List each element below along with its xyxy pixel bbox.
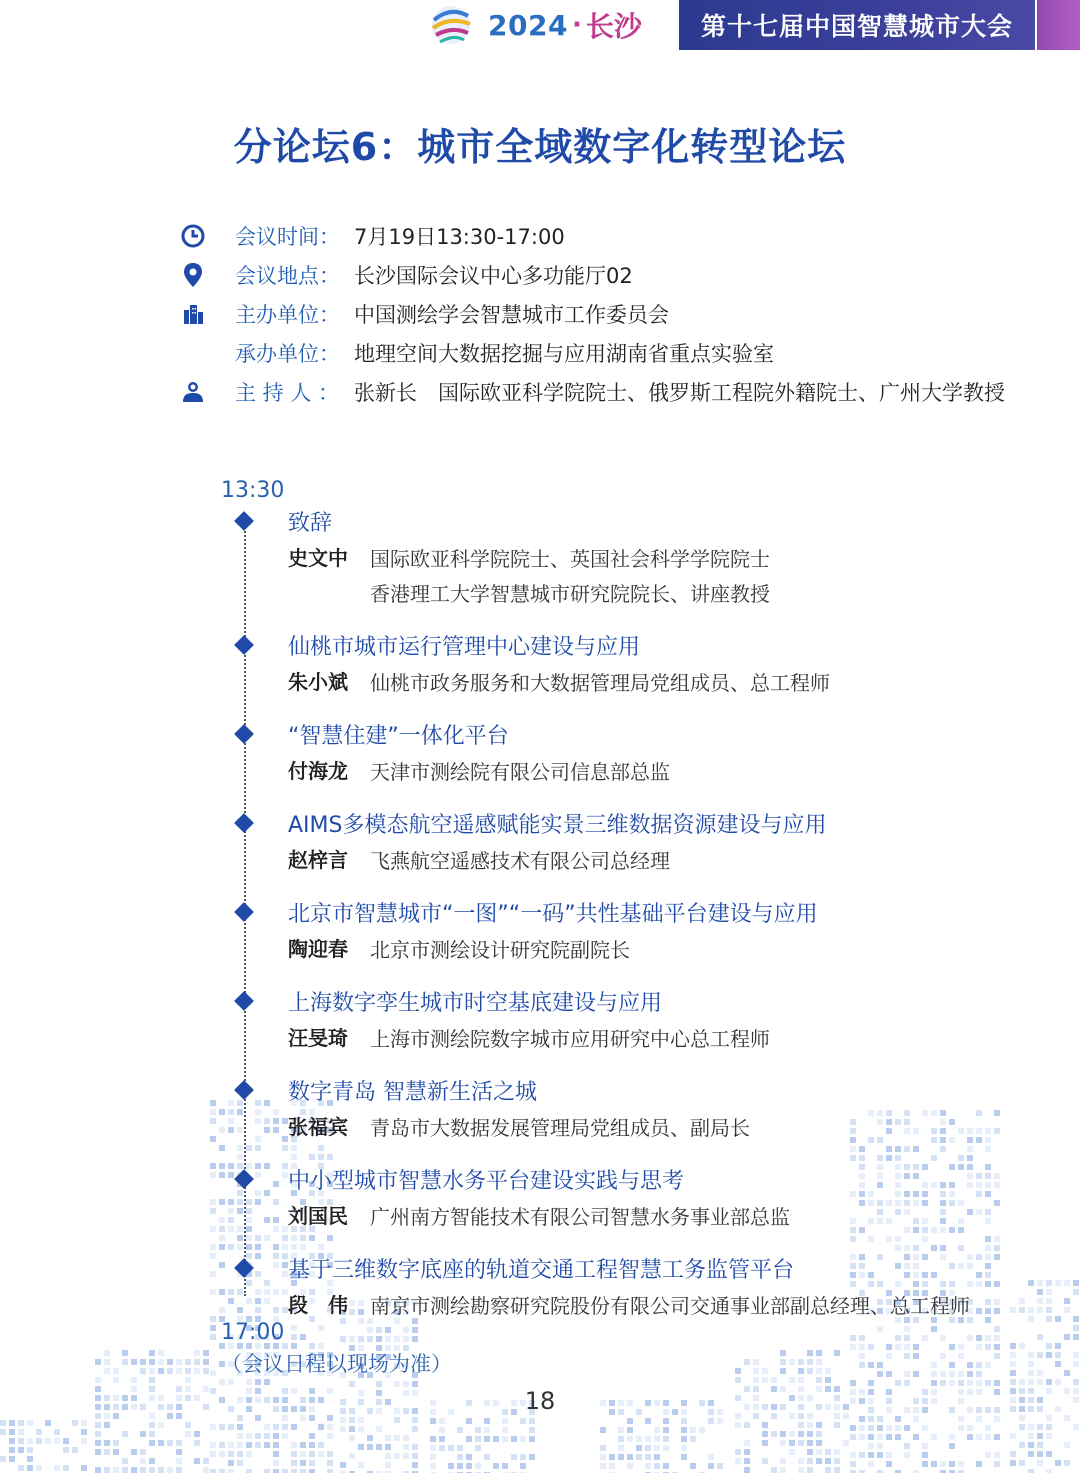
info-value: 长沙国际会议中心多功能厅02 (354, 264, 633, 288)
speaker-name: 段 伟 (288, 1293, 348, 1317)
event-city: 长沙 (585, 10, 642, 43)
info-label: 主办单位： (235, 303, 340, 327)
diamond-bullet-icon (234, 991, 254, 1011)
speaker-name: 张福宾 (288, 1115, 348, 1139)
location-pin-icon (180, 262, 206, 288)
speaker-affiliation: 南京市测绘勘察研究院股份有限公司交通事业部副总经理、总工程师 (370, 1294, 970, 1318)
info-value: 7月19日13:30-17:00 (354, 225, 565, 249)
speaker-name: 刘国民 (288, 1204, 348, 1228)
diamond-bullet-icon (234, 635, 254, 655)
diamond-bullet-icon (234, 724, 254, 744)
page-title: 分论坛6：城市全域数字化转型论坛 (233, 125, 847, 169)
speaker-name: 付海龙 (288, 759, 348, 783)
diamond-bullet-icon (234, 813, 254, 833)
talk-title: AIMS多模态航空遥感赋能实景三维数据资源建设与应用 (288, 813, 827, 838)
info-row-location (180, 260, 633, 290)
info-row-co-organizer (180, 338, 774, 368)
page-number: 18 (524, 1387, 556, 1415)
talk-title: 中小型城市智慧水务平台建设实践与思考 (288, 1169, 685, 1194)
info-value: 张新长 国际欧亚科学院院士、俄罗斯工程院外籍院士、广州大学教授 (354, 381, 1005, 405)
speaker-affiliation: 飞燕航空遥感技术有限公司总经理 (370, 849, 670, 873)
speaker-affiliation: 广州南方智能技术有限公司智慧水务事业部总监 (370, 1205, 790, 1229)
speaker-name: 陶迎春 (288, 937, 348, 961)
speaker-affiliation: 国际欧亚科学院院士、英国社会科学学院院士 (370, 547, 770, 571)
speaker-name: 汪旻琦 (288, 1026, 348, 1050)
diamond-bullet-icon (234, 511, 254, 531)
event-year: 2024 (488, 8, 568, 42)
conference-logo (428, 0, 642, 50)
clock-icon (180, 223, 206, 249)
info-value: 地理空间大数据挖掘与应用湖南省重点实验室 (354, 342, 774, 366)
speaker-affiliation: 天津市测绘院有限公司信息部总监 (370, 760, 670, 784)
start-time: 13:30 (221, 478, 285, 503)
talk-title: “智慧住建”一体化平台 (288, 724, 509, 749)
globe-logo-icon (428, 2, 474, 48)
talk-title: 北京市智慧城市“一图”“一码”共性基础平台建设与应用 (288, 902, 818, 927)
info-row-host (180, 377, 1005, 407)
speaker-name: 朱小斌 (288, 670, 348, 694)
info-label: 会议时间： (235, 225, 340, 249)
conference-name: 第十七届中国智慧城市大会 (700, 12, 1013, 41)
info-label: 会议地点： (235, 264, 340, 288)
diamond-bullet-icon (234, 1080, 254, 1100)
speaker-name: 史文中 (288, 546, 348, 570)
city-skyline-decoration (0, 1100, 1080, 1473)
talk-title: 数字青岛 智慧新生活之城 (288, 1080, 537, 1105)
banner-accent (1037, 0, 1080, 50)
person-icon (180, 379, 206, 405)
talk-title: 基于三维数字底座的轨道交通工程智慧工务监管平台 (288, 1258, 795, 1283)
talk-title: 上海数字孪生城市时空基底建设与应用 (288, 991, 663, 1016)
diamond-bullet-icon (234, 902, 254, 922)
speaker-affiliation: 仙桃市政务服务和大数据管理局党组成员、总工程师 (370, 671, 830, 695)
speaker-affiliation: 青岛市大数据发展管理局党组成员、副局长 (370, 1116, 750, 1140)
talk-title: 致辞 (288, 511, 333, 536)
info-label: 主 持 人 ： (235, 381, 340, 405)
info-value: 中国测绘学会智慧城市工作委员会 (354, 303, 669, 327)
info-row-organizer (180, 299, 669, 329)
info-label: 承办单位： (235, 342, 340, 366)
speaker-affiliation: 北京市测绘设计研究院副院长 (370, 938, 630, 962)
schedule-note: （会议日程以现场为准） (221, 1352, 452, 1376)
building-icon (180, 301, 206, 327)
speaker-name: 赵梓言 (288, 848, 348, 872)
conference-banner (679, 0, 1035, 50)
talk-title: 仙桃市城市运行管理中心建设与应用 (288, 635, 641, 660)
speaker-affiliation: 香港理工大学智慧城市研究院院长、讲座教授 (370, 582, 770, 606)
event-separator: · (571, 10, 582, 40)
speaker-affiliation: 上海市测绘院数字城市应用研究中心总工程师 (370, 1027, 770, 1051)
info-row-time (180, 221, 565, 251)
end-time: 17:00 (221, 1320, 285, 1345)
